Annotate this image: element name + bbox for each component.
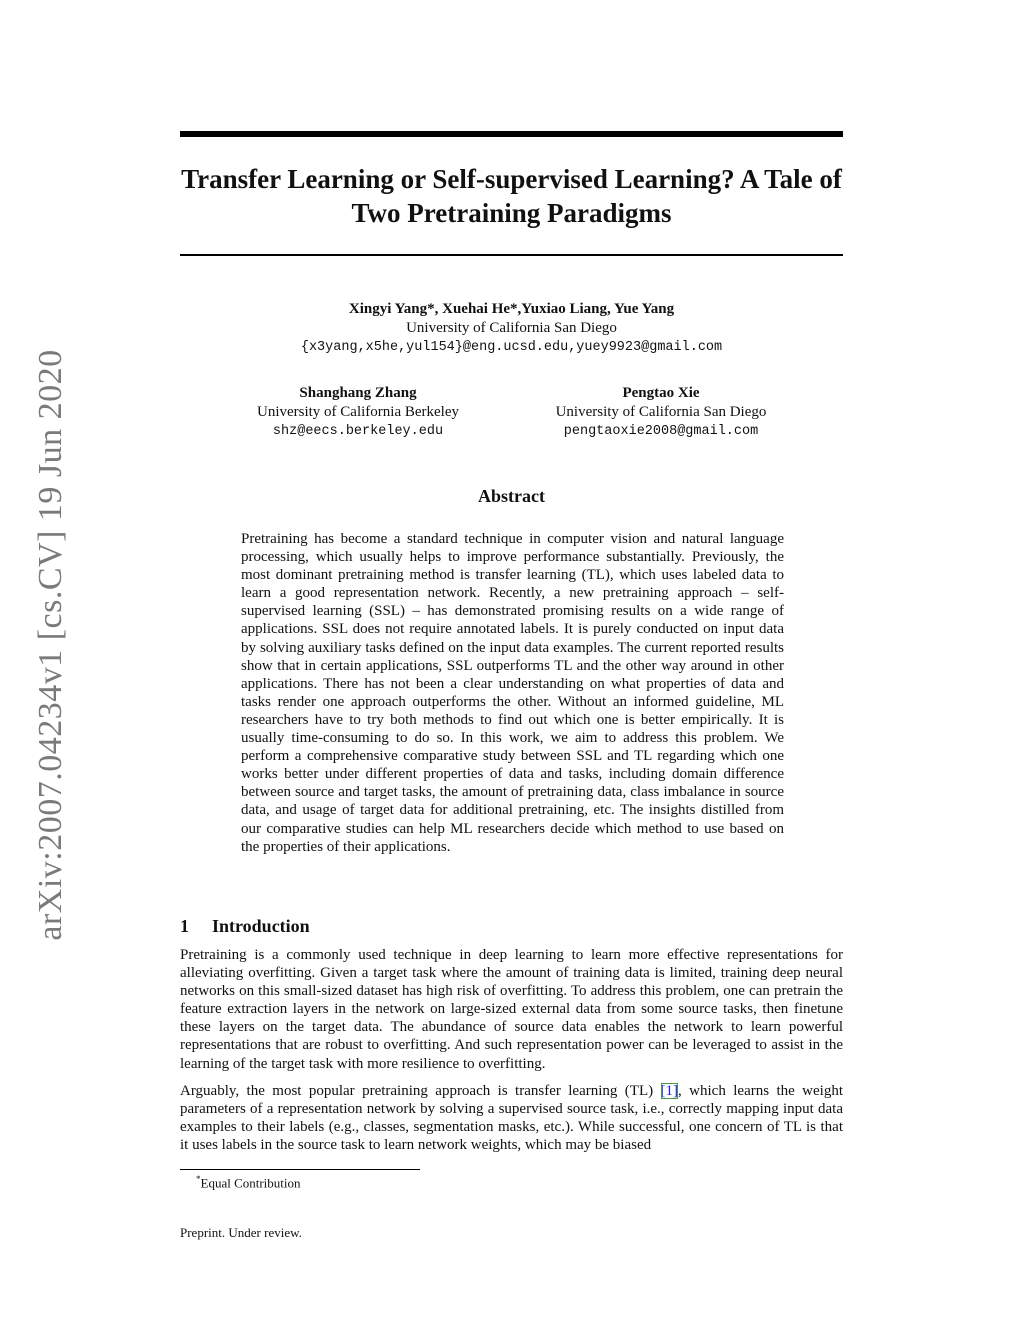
author-email: shz@eecs.berkeley.edu <box>272 424 444 439</box>
paragraph-text: Arguably, the most popular pretraining approach is transfer learning (TL) <box>180 1083 661 1099</box>
author-email: pengtaoxie2008@gmail.com <box>563 424 759 439</box>
author-block-main <box>180 300 843 357</box>
footnote-text: Equal Contribution <box>200 1175 301 1191</box>
title-rule-top <box>180 131 843 137</box>
paragraph-text: , which learns the weight parameters of a representation network by solving a supervised source task, i.e., correctly mapping input data examples to their labels (e.g., classes, segmentation masks, etc.). While successful, one concern of TL is that it uses labels in the source task to learn network weights, which may be biased <box>180 1083 844 1154</box>
footnote-mark: * <box>196 1174 201 1184</box>
citation-link[interactable]: [1] <box>660 1083 679 1099</box>
section-heading-introduction <box>180 916 310 937</box>
section-number: 1 <box>180 916 189 936</box>
footnote-rule <box>180 1169 420 1170</box>
abstract-heading: Abstract <box>478 486 545 506</box>
author-names: Xingyi Yang*, Xuehai He*,Yuxiao Liang, Yue Yang <box>348 301 675 317</box>
intro-paragraph-2 <box>180 1082 843 1154</box>
author-affiliation: University of California San Diego <box>406 320 617 336</box>
author-block-right <box>538 384 784 441</box>
paper-title: Transfer Learning or Self-supervised Learning? A Tale of Two Pretraining Paradigms <box>181 164 842 228</box>
title-rule-bottom <box>180 254 843 256</box>
preprint-note: Preprint. Under review. <box>180 1225 302 1240</box>
abstract-body: Pretraining has become a standard technique in computer vision and natural language processing, which usually helps to improve performance substantially. Previously, the most dominant pretraining method is transfer learning (TL), which uses labeled data to learn a good representation network. Recently, a new pretraining approach – self-supervised learning (SSL) – has demonstrated promising results on a wide range of applications. SSL does not require annotated labels. It is purely conducted on input data by solving auxiliary tasks defined on the input data examples. The current reported results show that in certain applications, SSL outperforms TL and the other way around in other applications. There has not been a clear understanding on what properties of data and tasks render one approach outperforms the other. Without an informed guideline, ML researchers have to try both methods to find out which one is better empirically. It is usually time-consuming to do so. In this work, we aim to address this problem. We perform a comprehensive comparative study between SSL and TL regarding which one works better under different properties of data and tasks, including domain difference between source and target tasks, the amount of pretraining data, class imbalance in source data, and usage of target data for additional pretraining, etc. The insights distilled from our comparative studies can help ML researchers decide which method to use based on the properties of their applications. <box>241 531 784 855</box>
footnote <box>196 1174 301 1191</box>
section-title: Introduction <box>212 916 310 936</box>
author-block-left <box>240 384 476 441</box>
arxiv-id: arXiv:2007.04234v1 [cs.CV] 19 Jun 2020 <box>32 349 69 941</box>
intro-paragraph-1: Pretraining is a commonly used technique in deep learning to learn more effective representations for alleviating overfitting. Given a target task where the amount of training data is limited, training deep neural networks on this small-sized dataset has high risk of overfitting. To address this problem, one can pretrain the feature extraction layers in the network on large-sized external data from some source tasks, then finetune these layers on the target data. The abundance of source data enables the network to learn powerful representations that are robust to overfitting. And such representation power can be leveraged to assist in the learning of the target task with more resilience to overfitting. <box>180 947 843 1072</box>
author-affiliation: University of California Berkeley <box>256 404 460 420</box>
author-emails: {x3yang,x5he,yul154}@eng.ucsd.edu,yuey9923@gmail.com <box>300 340 723 355</box>
author-name: Pengtao Xie <box>622 385 700 401</box>
author-affiliation: University of California San Diego <box>555 404 767 420</box>
author-name: Shanghang Zhang <box>299 385 417 401</box>
